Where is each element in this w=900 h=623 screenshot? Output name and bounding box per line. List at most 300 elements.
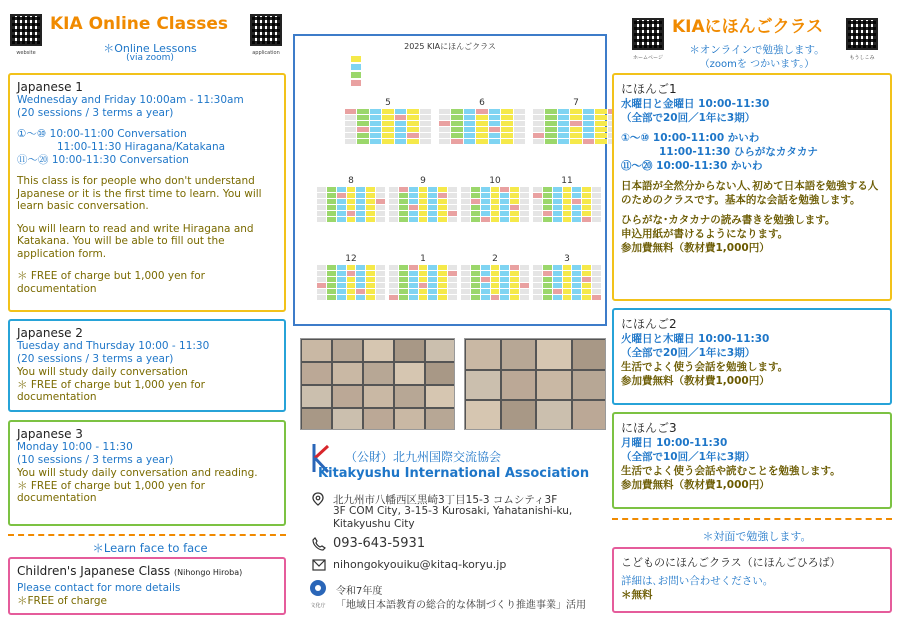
day-cell bbox=[510, 265, 519, 270]
month-calendar bbox=[389, 254, 457, 300]
day-cell bbox=[489, 139, 500, 144]
day-cell bbox=[420, 109, 431, 114]
participant-tile bbox=[394, 408, 425, 430]
day-cell bbox=[399, 199, 408, 204]
day-cell bbox=[489, 133, 500, 138]
day-cell bbox=[356, 271, 365, 276]
day-cell bbox=[317, 205, 326, 210]
day-cell bbox=[500, 217, 509, 222]
day-cell bbox=[545, 139, 556, 144]
day-cell bbox=[520, 199, 529, 204]
participant-tile bbox=[363, 408, 394, 430]
day-cell bbox=[409, 187, 418, 192]
day-cell bbox=[448, 289, 457, 294]
day-cell bbox=[382, 127, 393, 132]
day-cell bbox=[592, 211, 601, 216]
day-cell bbox=[553, 193, 562, 198]
day-cell bbox=[461, 265, 470, 270]
day-cell bbox=[366, 199, 375, 204]
month-number: 5 bbox=[385, 98, 391, 108]
day-cell bbox=[356, 295, 365, 300]
day-cell bbox=[553, 271, 562, 276]
day-cell bbox=[419, 217, 428, 222]
month-grid bbox=[389, 187, 457, 222]
day-cell bbox=[438, 217, 447, 222]
phone-number[interactable]: 093-643-5931 bbox=[333, 536, 426, 551]
day-cell bbox=[570, 115, 581, 120]
website-qr-code[interactable] bbox=[10, 14, 42, 46]
day-cell bbox=[553, 211, 562, 216]
day-cell bbox=[327, 283, 336, 288]
day-cell bbox=[448, 217, 457, 222]
day-cell bbox=[583, 139, 594, 144]
day-cell bbox=[357, 115, 368, 120]
day-cell bbox=[428, 271, 437, 276]
japanese3-sessions: (10 sessions / 3 terms a year) bbox=[17, 454, 174, 466]
day-cell bbox=[428, 205, 437, 210]
month-calendar bbox=[461, 254, 529, 300]
nihongo1-desc1: 日本語が全然分からない人､初めて日本語を勉強する人のためのクラスです。基本的な会話を勉強します。 bbox=[621, 180, 879, 206]
day-cell bbox=[461, 199, 470, 204]
participant-tile bbox=[501, 400, 537, 430]
day-cell bbox=[476, 139, 487, 144]
day-cell bbox=[491, 283, 500, 288]
day-cell bbox=[428, 211, 437, 216]
day-cell bbox=[592, 283, 601, 288]
day-cell bbox=[347, 265, 356, 270]
day-cell bbox=[476, 133, 487, 138]
day-cell bbox=[489, 121, 500, 126]
homepage-qr-code[interactable] bbox=[632, 18, 664, 50]
nihongo1-desc2: ひらがな･カタカナの読み書きを勉強します。 bbox=[621, 214, 836, 226]
day-cell bbox=[481, 205, 490, 210]
day-cell bbox=[501, 121, 512, 126]
day-cell bbox=[558, 139, 569, 144]
japanese2-sessions: (20 sessions / 3 terms a year) bbox=[17, 353, 174, 365]
day-cell bbox=[376, 217, 385, 222]
day-cell bbox=[407, 115, 418, 120]
day-cell bbox=[570, 133, 581, 138]
day-cell bbox=[409, 271, 418, 276]
day-cell bbox=[409, 277, 418, 282]
day-cell bbox=[451, 109, 462, 114]
japanese1-line3: ⑪〜⑳ 10:00-11:30 Conversation bbox=[17, 154, 189, 166]
day-cell bbox=[366, 283, 375, 288]
day-cell bbox=[563, 283, 572, 288]
participant-tile bbox=[572, 400, 607, 430]
day-cell bbox=[337, 271, 346, 276]
agency-logo-label: 文化庁 bbox=[310, 603, 326, 609]
day-cell bbox=[592, 205, 601, 210]
day-cell bbox=[553, 289, 562, 294]
month-grid bbox=[345, 109, 431, 144]
month-number: 9 bbox=[420, 176, 426, 186]
day-cell bbox=[317, 271, 326, 276]
day-cell bbox=[389, 289, 398, 294]
day-cell bbox=[558, 127, 569, 132]
day-cell bbox=[345, 121, 356, 126]
japanese2-schedule: Tuesday and Thursday 10:00 - 11:30 bbox=[17, 340, 210, 352]
day-cell bbox=[510, 289, 519, 294]
month-number: 11 bbox=[561, 176, 573, 186]
left-divider bbox=[8, 534, 286, 536]
day-cell bbox=[345, 127, 356, 132]
day-cell bbox=[553, 199, 562, 204]
japanese3-card bbox=[8, 420, 286, 526]
day-cell bbox=[407, 127, 418, 132]
participant-tile bbox=[363, 362, 394, 385]
day-cell bbox=[317, 187, 326, 192]
japanese2-free: ＊ FREE of charge but 1,000 yen for documentation bbox=[17, 378, 205, 403]
day-cell bbox=[317, 193, 326, 198]
day-cell bbox=[439, 127, 450, 132]
day-cell bbox=[514, 127, 525, 132]
day-cell bbox=[543, 265, 552, 270]
zoom-use-label: （zoomを つかいます。） bbox=[699, 59, 815, 70]
org-name-jp: （公財）北九州国際交流協会 bbox=[345, 450, 502, 464]
day-cell bbox=[448, 211, 457, 216]
japanese1-desc2: You will learn to read and write Hiragana and Katakana. You will be able to fill out the application form. bbox=[17, 222, 254, 260]
participant-tile bbox=[301, 385, 332, 408]
via-zoom-label: (via zoom) bbox=[126, 53, 174, 63]
day-cell bbox=[337, 265, 346, 270]
japanese1-line1: ①〜⑩ 10:00-11:00 Conversation bbox=[17, 128, 187, 140]
day-cell bbox=[514, 121, 525, 126]
day-cell bbox=[366, 277, 375, 282]
day-cell bbox=[582, 271, 591, 276]
day-cell bbox=[481, 271, 490, 276]
qr-label-homepage: ホームページ bbox=[633, 55, 663, 61]
participant-tile bbox=[425, 362, 455, 385]
day-cell bbox=[491, 211, 500, 216]
day-cell bbox=[419, 211, 428, 216]
children-class-title bbox=[17, 564, 277, 578]
day-cell bbox=[491, 205, 500, 210]
day-cell bbox=[419, 205, 428, 210]
day-cell bbox=[520, 193, 529, 198]
day-cell bbox=[451, 133, 462, 138]
day-cell bbox=[543, 187, 552, 192]
nihongo3-sessions: （全部で10回／1年に3期） bbox=[621, 451, 756, 463]
day-cell bbox=[337, 199, 346, 204]
day-cell bbox=[481, 265, 490, 270]
day-cell bbox=[317, 265, 326, 270]
day-cell bbox=[356, 187, 365, 192]
day-cell bbox=[461, 283, 470, 288]
day-cell bbox=[464, 109, 475, 114]
day-cell bbox=[461, 295, 470, 300]
day-cell bbox=[337, 193, 346, 198]
day-cell bbox=[471, 271, 480, 276]
day-cell bbox=[428, 199, 437, 204]
day-cell bbox=[376, 289, 385, 294]
day-cell bbox=[481, 199, 490, 204]
day-cell bbox=[345, 109, 356, 114]
day-cell bbox=[376, 193, 385, 198]
day-cell bbox=[389, 205, 398, 210]
day-cell bbox=[356, 265, 365, 270]
face-to-face-study-label: ＊対面で勉強します。 bbox=[702, 530, 812, 543]
day-cell bbox=[438, 277, 447, 282]
day-cell bbox=[407, 139, 418, 144]
day-cell bbox=[327, 193, 336, 198]
day-cell bbox=[439, 121, 450, 126]
day-cell bbox=[389, 277, 398, 282]
day-cell bbox=[520, 277, 529, 282]
day-cell bbox=[448, 277, 457, 282]
nihongo1-title: にほんご1 bbox=[621, 82, 677, 96]
application-qr-code[interactable] bbox=[250, 14, 282, 46]
day-cell bbox=[533, 187, 542, 192]
nihongo3-schedule: 月曜日 10:00-11:30 bbox=[621, 437, 728, 449]
month-number: 10 bbox=[489, 176, 501, 186]
day-cell bbox=[370, 127, 381, 132]
day-cell bbox=[395, 109, 406, 114]
day-cell bbox=[533, 265, 542, 270]
day-cell bbox=[572, 205, 581, 210]
day-cell bbox=[399, 205, 408, 210]
day-cell bbox=[389, 265, 398, 270]
day-cell bbox=[461, 211, 470, 216]
day-cell bbox=[337, 295, 346, 300]
month-number: 12 bbox=[345, 254, 357, 264]
day-cell bbox=[582, 199, 591, 204]
day-cell bbox=[520, 217, 529, 222]
day-cell bbox=[471, 199, 480, 204]
day-cell bbox=[347, 271, 356, 276]
day-cell bbox=[389, 283, 398, 288]
children-class-contact: Please contact for more details bbox=[17, 582, 181, 594]
participant-tile bbox=[394, 362, 425, 385]
day-cell bbox=[399, 295, 408, 300]
day-cell bbox=[520, 187, 529, 192]
day-cell bbox=[370, 133, 381, 138]
day-cell bbox=[451, 115, 462, 120]
day-cell bbox=[592, 289, 601, 294]
program-name: 「地域日本語教育の総合的な体制づくり推進事業」活用 bbox=[336, 600, 586, 611]
day-cell bbox=[376, 271, 385, 276]
day-cell bbox=[510, 283, 519, 288]
apply-qr-code[interactable] bbox=[846, 18, 878, 50]
email-address[interactable]: nihongokyouiku@kitaq-koryu.jp bbox=[333, 558, 507, 571]
day-cell bbox=[395, 139, 406, 144]
day-cell bbox=[389, 295, 398, 300]
day-cell bbox=[376, 295, 385, 300]
day-cell bbox=[370, 109, 381, 114]
day-cell bbox=[582, 295, 591, 300]
japanese1-schedule: Wednesday and Friday 10:00am - 11:30am bbox=[17, 94, 244, 106]
day-cell bbox=[448, 295, 457, 300]
day-cell bbox=[461, 271, 470, 276]
nihongo1-desc3: 申込用紙が書けるようになります。 bbox=[621, 228, 789, 240]
day-cell bbox=[481, 289, 490, 294]
day-cell bbox=[582, 187, 591, 192]
day-cell bbox=[428, 277, 437, 282]
day-cell bbox=[428, 217, 437, 222]
day-cell bbox=[356, 283, 365, 288]
day-cell bbox=[337, 187, 346, 192]
day-cell bbox=[514, 139, 525, 144]
day-cell bbox=[399, 193, 408, 198]
day-cell bbox=[389, 211, 398, 216]
day-cell bbox=[356, 211, 365, 216]
day-cell bbox=[420, 121, 431, 126]
day-cell bbox=[545, 133, 556, 138]
day-cell bbox=[382, 121, 393, 126]
day-cell bbox=[500, 211, 509, 216]
day-cell bbox=[327, 211, 336, 216]
kids-class-free: ＊無料 bbox=[621, 589, 653, 601]
month-calendar bbox=[317, 176, 385, 222]
day-cell bbox=[471, 217, 480, 222]
month-grid bbox=[461, 187, 529, 222]
day-cell bbox=[317, 199, 326, 204]
day-cell bbox=[389, 187, 398, 192]
day-cell bbox=[543, 289, 552, 294]
day-cell bbox=[409, 265, 418, 270]
day-cell bbox=[595, 109, 606, 114]
right-divider bbox=[612, 518, 892, 520]
day-cell bbox=[563, 295, 572, 300]
day-cell bbox=[407, 109, 418, 114]
day-cell bbox=[419, 271, 428, 276]
day-cell bbox=[395, 133, 406, 138]
day-cell bbox=[572, 295, 581, 300]
japanese3-free: ＊ FREE of charge but 1,000 yen for documentation bbox=[17, 479, 205, 504]
calendar-panel bbox=[293, 34, 607, 326]
nihongo3-desc: 生活でよく使う会話や読むことを勉強します。 bbox=[621, 465, 841, 477]
day-cell bbox=[471, 265, 480, 270]
day-cell bbox=[563, 271, 572, 276]
participant-tile bbox=[363, 339, 394, 362]
nihongo3-free: 参加費無料（教材費1,000円） bbox=[621, 479, 770, 491]
day-cell bbox=[500, 199, 509, 204]
day-cell bbox=[558, 133, 569, 138]
children-class-card bbox=[8, 557, 286, 615]
online-study-label: ＊オンラインで勉強します。 bbox=[689, 44, 825, 56]
day-cell bbox=[356, 205, 365, 210]
participant-tile bbox=[536, 339, 572, 370]
day-cell bbox=[510, 205, 519, 210]
day-cell bbox=[366, 295, 375, 300]
japanese3-desc: You will study daily conversation and reading. bbox=[17, 467, 258, 479]
day-cell bbox=[345, 139, 356, 144]
month-calendar bbox=[345, 98, 431, 144]
day-cell bbox=[563, 193, 572, 198]
day-cell bbox=[510, 199, 519, 204]
month-grid bbox=[461, 265, 529, 300]
day-cell bbox=[399, 265, 408, 270]
day-cell bbox=[439, 133, 450, 138]
day-cell bbox=[510, 193, 519, 198]
day-cell bbox=[476, 127, 487, 132]
day-cell bbox=[510, 217, 519, 222]
japanese2-desc: You will study daily conversation bbox=[17, 366, 188, 378]
day-cell bbox=[491, 199, 500, 204]
day-cell bbox=[533, 121, 544, 126]
day-cell bbox=[420, 115, 431, 120]
month-number: 7 bbox=[573, 98, 579, 108]
day-cell bbox=[510, 211, 519, 216]
day-cell bbox=[337, 217, 346, 222]
day-cell bbox=[481, 217, 490, 222]
day-cell bbox=[419, 289, 428, 294]
participant-tile bbox=[301, 339, 332, 362]
japanese1-free: ＊ FREE of charge but 1,000 yen for documentation bbox=[17, 270, 205, 295]
day-cell bbox=[592, 187, 601, 192]
day-cell bbox=[451, 121, 462, 126]
day-cell bbox=[337, 283, 346, 288]
day-cell bbox=[327, 265, 336, 270]
day-cell bbox=[520, 265, 529, 270]
day-cell bbox=[545, 127, 556, 132]
day-cell bbox=[376, 187, 385, 192]
day-cell bbox=[592, 271, 601, 276]
day-cell bbox=[582, 283, 591, 288]
month-calendar bbox=[533, 98, 619, 144]
right-title: KIAにほんごクラス bbox=[672, 17, 824, 37]
day-cell bbox=[428, 283, 437, 288]
day-cell bbox=[570, 127, 581, 132]
day-cell bbox=[439, 115, 450, 120]
day-cell bbox=[438, 211, 447, 216]
day-cell bbox=[595, 121, 606, 126]
nihongo1-free: 参加費無料（教材費1,000円） bbox=[621, 242, 770, 254]
day-cell bbox=[356, 277, 365, 282]
day-cell bbox=[501, 133, 512, 138]
nihongo1-line1: ①〜⑩ 10:00-11:00 かいわ bbox=[621, 132, 760, 144]
day-cell bbox=[476, 115, 487, 120]
day-cell bbox=[347, 193, 356, 198]
qr-label-apply: もうしこみ bbox=[849, 55, 875, 61]
day-cell bbox=[357, 109, 368, 114]
day-cell bbox=[376, 277, 385, 282]
nihongo1-sessions: （全部で20回／1年に3期） bbox=[621, 112, 756, 124]
day-cell bbox=[395, 121, 406, 126]
day-cell bbox=[438, 193, 447, 198]
day-cell bbox=[419, 283, 428, 288]
participant-tile bbox=[332, 362, 363, 385]
day-cell bbox=[317, 295, 326, 300]
day-cell bbox=[572, 211, 581, 216]
day-cell bbox=[572, 283, 581, 288]
month-calendar bbox=[439, 98, 525, 144]
day-cell bbox=[399, 289, 408, 294]
day-cell bbox=[582, 265, 591, 270]
day-cell bbox=[595, 127, 606, 132]
day-cell bbox=[514, 115, 525, 120]
day-cell bbox=[448, 193, 457, 198]
day-cell bbox=[438, 289, 447, 294]
day-cell bbox=[345, 115, 356, 120]
day-cell bbox=[520, 283, 529, 288]
day-cell bbox=[558, 109, 569, 114]
month-number: 8 bbox=[348, 176, 354, 186]
day-cell bbox=[461, 217, 470, 222]
day-cell bbox=[553, 265, 562, 270]
day-cell bbox=[438, 187, 447, 192]
address-en: 3F COM City, 3-15-3 Kurosaki, Yahatanishi-ku, Kitakyushu City bbox=[333, 505, 573, 530]
month-calendar bbox=[533, 176, 601, 222]
day-cell bbox=[570, 109, 581, 114]
month-calendar bbox=[461, 176, 529, 222]
participant-tile bbox=[465, 339, 501, 370]
day-cell bbox=[510, 271, 519, 276]
day-cell bbox=[595, 133, 606, 138]
day-cell bbox=[520, 211, 529, 216]
day-cell bbox=[553, 277, 562, 282]
day-cell bbox=[389, 271, 398, 276]
